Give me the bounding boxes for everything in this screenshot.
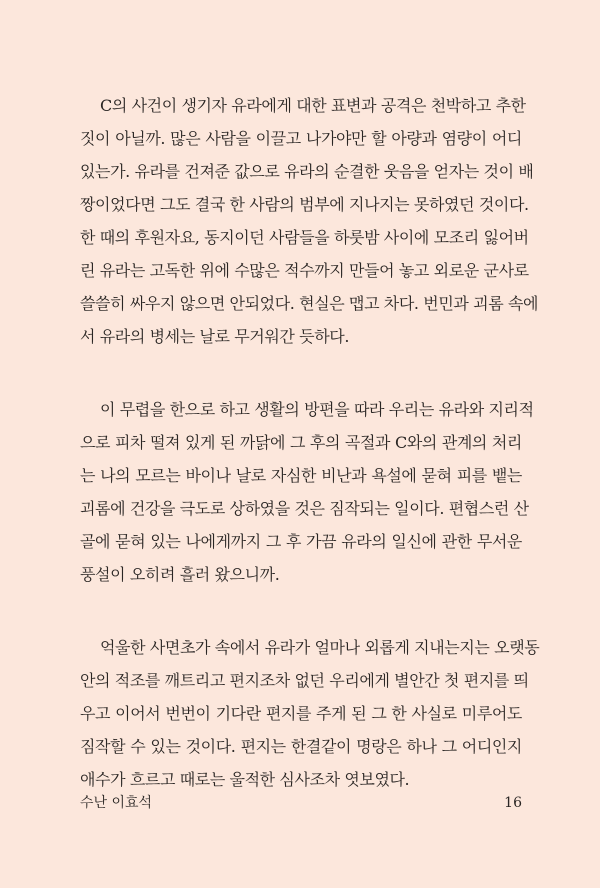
text-line: 쓸쓸히 싸우지 않으면 안되었다. 현실은 맵고 차다. 번민과 괴롬 속에 — [80, 294, 539, 313]
text-line: 이 무렵을 한으로 하고 생활의 방편을 따라 우리는 유라와 지리적 — [100, 400, 534, 419]
text-line: 풍설이 오히려 흘러 왔으니까. — [80, 565, 280, 584]
text-line: 있는가. 유라를 건져준 값으로 유라의 순결한 웃음을 얻자는 것이 배 — [80, 162, 534, 181]
text-line: C의 사건이 생기자 유라에게 대한 표변과 공격은 천박하고 추한 — [100, 96, 526, 115]
text-line: 골에 묻혀 있는 나에게까지 그 후 가끔 유라의 일신에 관한 무서운 — [80, 532, 522, 551]
text-line: 안의 적조를 깨트리고 편지조차 없던 우리에게 별안간 첫 편지를 띄 — [80, 671, 529, 690]
page-footer — [80, 791, 522, 815]
paragraph-2 — [80, 393, 534, 591]
text-line: 애수가 흐르고 때로는 울적한 심사조차 엿보였다. — [80, 770, 410, 789]
text-line: 으로 피차 떨져 있게 된 까닭에 그 후의 곡절과 C와의 관계의 처리 — [80, 433, 522, 452]
paragraph-3 — [80, 631, 540, 796]
text-line: 짐작할 수 있는 것이다. 편지는 한결같이 명랑은 하나 그 어디인지 — [80, 737, 522, 756]
text-line: 한 때의 후원자요, 동지이던 사람들을 하룻밤 사이에 모조리 잃어버 — [80, 228, 529, 247]
text-line: 억울한 사면초가 속에서 유라가 얼마나 외롭게 지내는지는 오랫동 — [100, 638, 540, 657]
text-line: 짱이었다면 그도 결국 한 사람의 범부에 지나지는 못하였던 것이다. — [80, 195, 529, 214]
page-number: 16 — [504, 795, 522, 811]
body-text — [80, 89, 540, 836]
paragraph-1 — [80, 89, 539, 353]
text-line: 괴롬에 건강을 극도로 상하였을 것은 짐작되는 일이다. 편협스런 산 — [80, 499, 529, 518]
footer-title: 수난 이효석 — [80, 795, 153, 811]
text-line: 는 나의 모르는 바이나 날로 자심한 비난과 욕설에 묻혀 피를 뱉는 — [80, 466, 522, 485]
text-line: 짓이 아닐까. 많은 사람을 이끌고 나가야만 할 아량과 염량이 어디 — [80, 129, 522, 148]
text-line: 서 유라의 병세는 날로 무거워간 듯하다. — [80, 327, 350, 346]
text-line: 우고 이어서 번번이 기다란 편지를 주게 된 그 한 사실로 미루어도 — [80, 704, 522, 723]
text-line: 린 유라는 고독한 위에 수많은 적수까지 만들어 놓고 외로운 군사로 — [80, 261, 529, 280]
